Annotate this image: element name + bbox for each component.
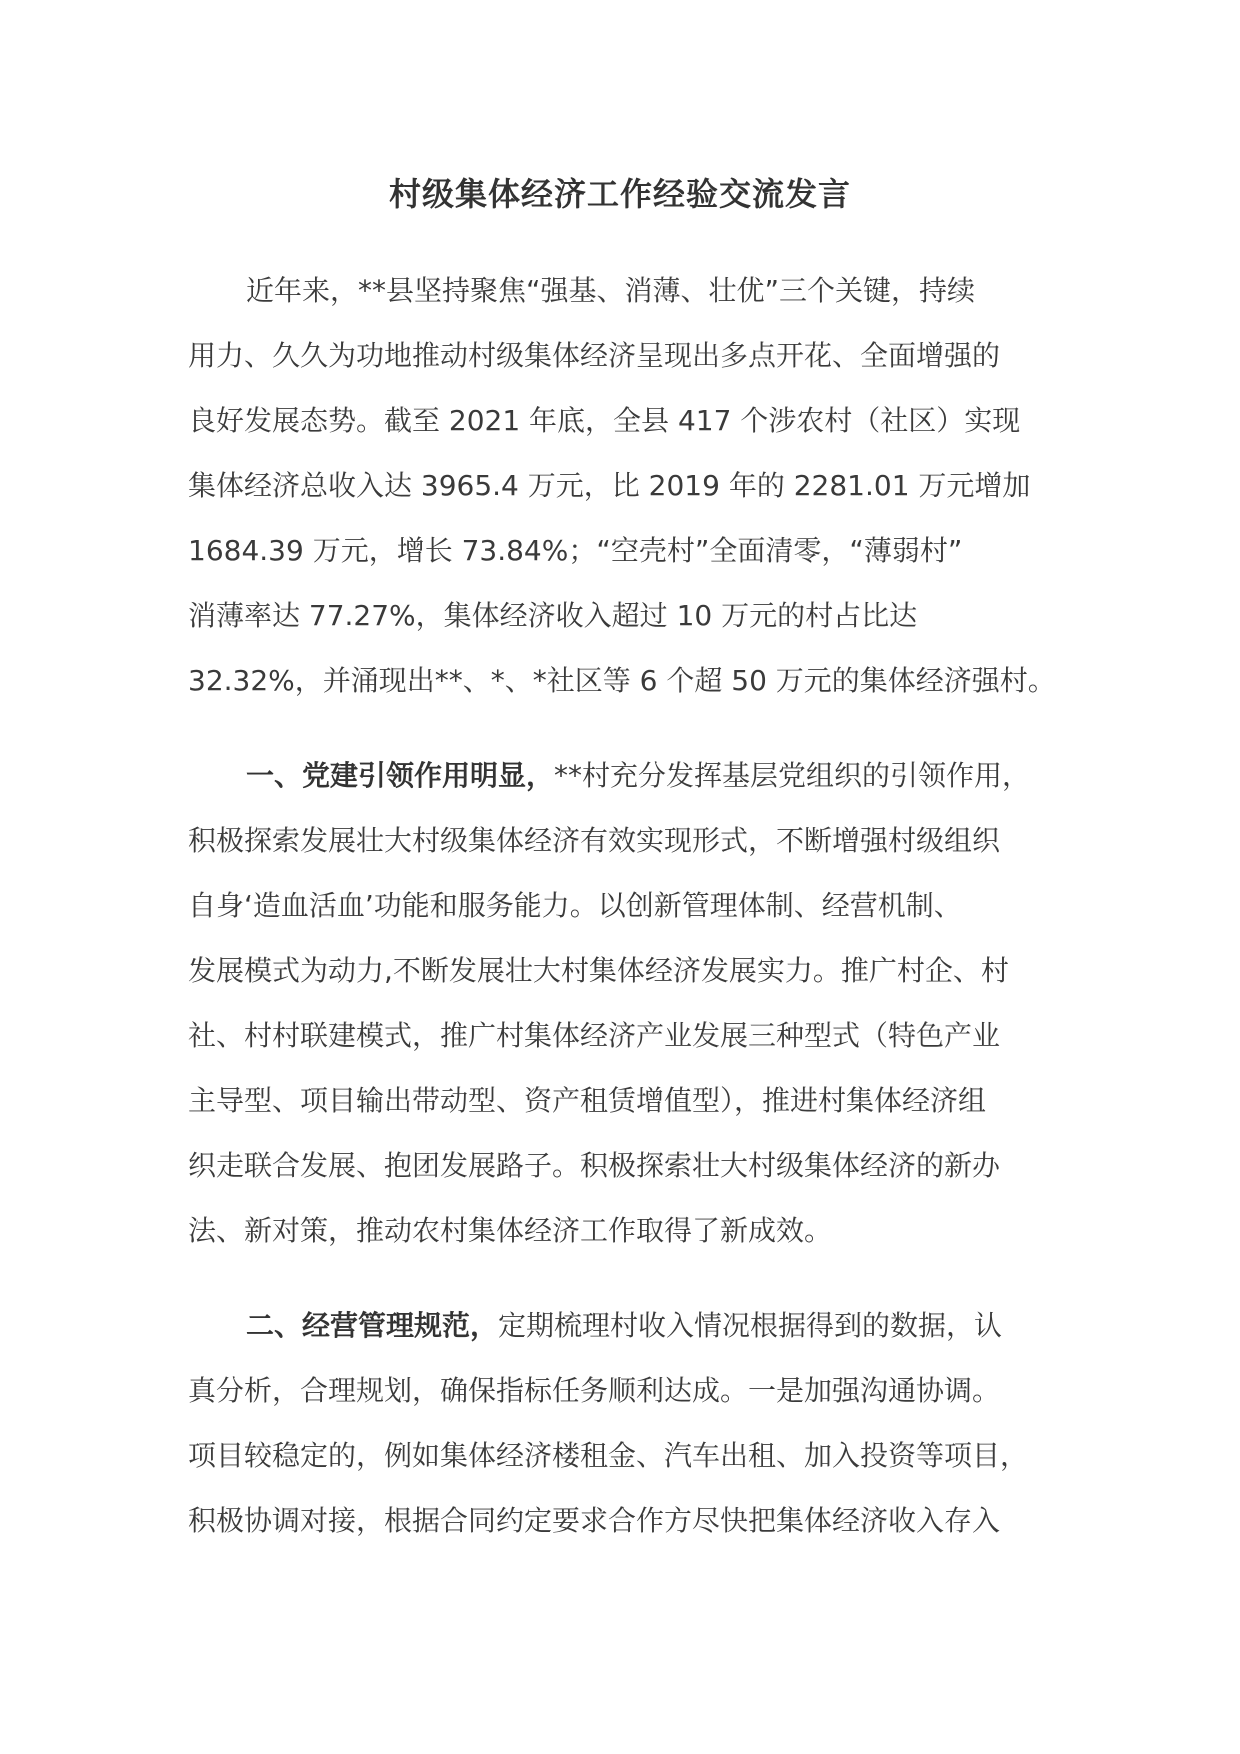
text-run: 定期梳理村收入情况根据得到的数据，认 [498, 1309, 1003, 1342]
section-heading: 二、经营管理规范， [246, 1309, 499, 1342]
paragraph-management [188, 1293, 1088, 1553]
text-line: 发展模式为动力,不断发展壮大村集体经济发展实力。推广村企、村 [188, 954, 1009, 987]
text-line: 用力、久久为功地推动村级集体经济呈现出多点开花、全面增强的 [188, 339, 1001, 372]
paragraph-party-building [188, 743, 1088, 1263]
text-line: 1684.39 万元，增长 73.84%；“空壳村”全面清零，“薄弱村” [188, 534, 963, 567]
text-line: 集体经济总收入达 3965.4 万元，比 2019 年的 2281.01 万元增加 [188, 469, 1031, 502]
text-line: 消薄率达 77.27%，集体经济收入超过 10 万元的村占比达 [188, 599, 918, 632]
text-line: 自身‘造血活血’功能和服务能力。以创新管理体制、经营机制、 [188, 889, 962, 922]
text-run: **村充分发挥基层党组织的引领作用， [554, 759, 1031, 792]
text-line [188, 743, 1088, 808]
text-line: 项目较稳定的，例如集体经济楼租金、汽车出租、加入投资等项目， [188, 1439, 1029, 1472]
text-line: 织走联合发展、抱团发展路子。积极探索壮大村级集体经济的新办 [188, 1149, 1001, 1182]
text-line: 近年来，**县坚持聚焦“强基、消薄、壮优”三个关键，持续 [246, 274, 976, 307]
paragraph-intro [188, 258, 1088, 713]
text-line: 主导型、项目输出带动型、资产租赁增值型），推进村集体经济组 [188, 1084, 987, 1117]
text-line [188, 1293, 1088, 1358]
text-line: 积极探索发展壮大村级集体经济有效实现形式，不断增强村级组织 [188, 824, 1001, 857]
section-heading: 一、党建引领作用明显， [246, 759, 555, 792]
text-line: 社、村村联建模式，推广村集体经济产业发展三种型式（特色产业 [188, 1019, 1001, 1052]
text-line: 积极协调对接，根据合同约定要求合作方尽快把集体经济收入存入 [188, 1504, 1001, 1537]
text-line: 真分析，合理规划，确保指标任务顺利达成。一是加强沟通协调。 [188, 1374, 1001, 1407]
text-line: 良好发展态势。截至 2021 年底，全县 417 个涉农村（社区）实现 [188, 404, 1021, 437]
text-line: 法、新对策，推动农村集体经济工作取得了新成效。 [188, 1214, 833, 1247]
document-title: 村级集体经济工作经验交流发言 [388, 175, 851, 213]
text-line: 32.32%，并涌现出**、*、*社区等 6 个超 50 万元的集体经济强村。 [188, 664, 1056, 697]
